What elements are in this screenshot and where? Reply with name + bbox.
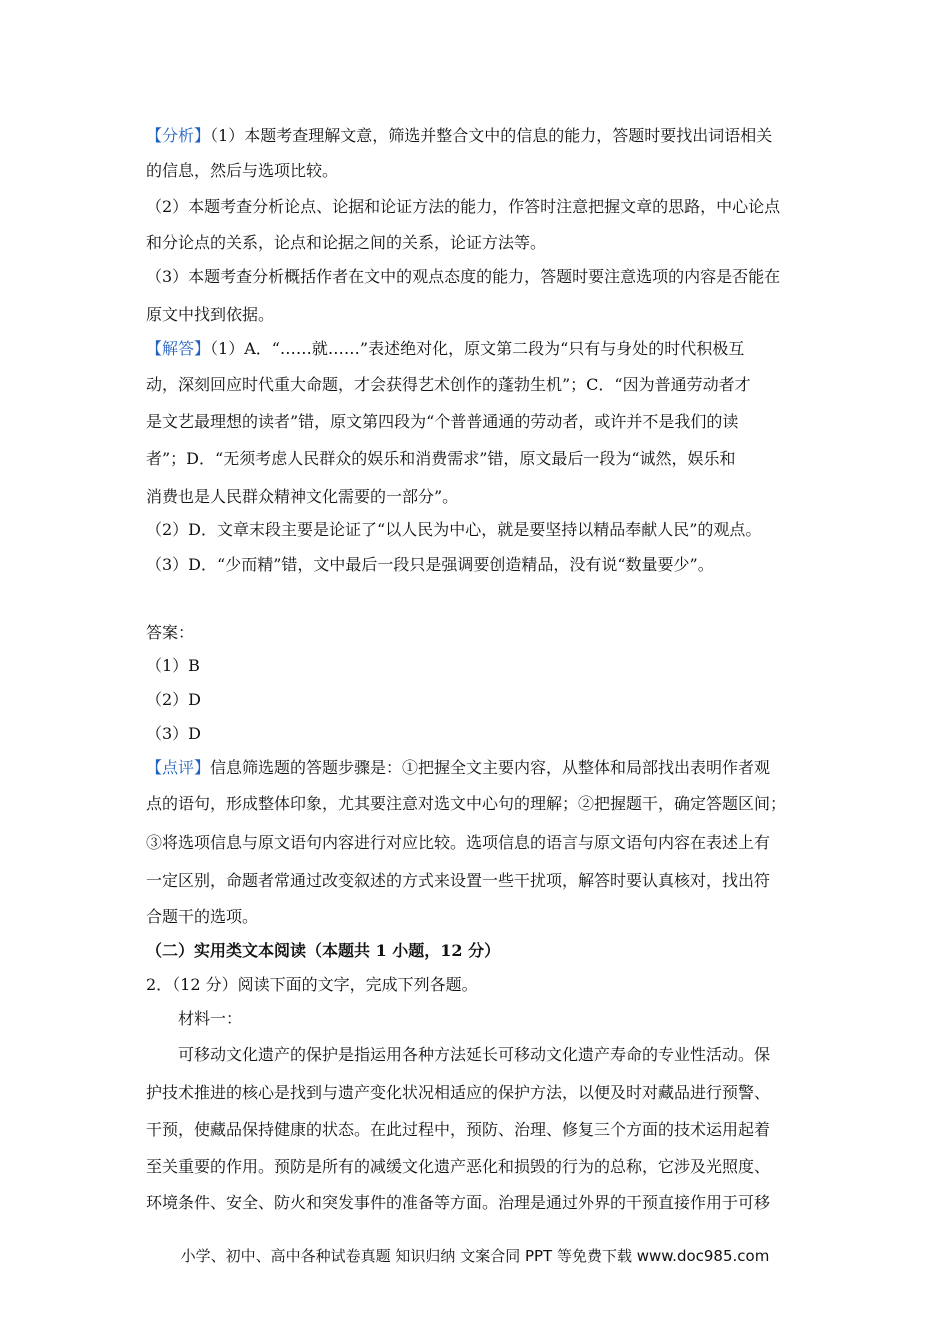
answer-item-2: （2）D: [146, 690, 202, 709]
material-line-3: 干预，使藏品保持健康的状态。在此过程中，预防、治理、修复三个方面的技术运用起着: [146, 1120, 771, 1139]
material-line-1: 可移动文化遗产的保护是指运用各种方法延长可移动文化遗产寿命的专业性活动。保: [178, 1045, 771, 1064]
solution-line-4: 者”；D．“无须考虑人民群众的娱乐和消费需求”错，原文最后一段为“诚然，娱乐和: [146, 449, 736, 468]
answer-item-3: （3）D: [146, 724, 202, 743]
solution-line-2: 动，深刻回应时代重大命题，才会获得艺术创作的蓬勃生机”；C．“因为普通劳动者才: [146, 375, 751, 394]
answer-item-1: （1）B: [146, 656, 200, 675]
comment-line-4: 一定区别，命题者常通过改变叙述的方式来设置一些干扰项，解答时要认真核对，找出符: [146, 871, 771, 890]
page-footer: 小学、初中、高中各种试卷真题 知识归纳 文案合同 PPT 等免费下载 www.doc985.com: [180, 1247, 770, 1265]
comment-line-2: 点的语句，形成整体印象，尤其要注意对选文中心句的理解；②把握题干，确定答题区间；: [146, 794, 787, 813]
comment-line-5: 合题干的选项。: [146, 907, 259, 926]
analysis-line-1: 【分析】（1）本题考查理解文意，筛选并整合文中的信息的能力，答题时要找出词语相关: [146, 126, 773, 145]
solution-line-1: 【解答】（1）A．“……就……”表述绝对化，原文第二段为“只有与身处的时代积极互: [146, 339, 745, 358]
question-line: 2．（12 分）阅读下面的文字，完成下列各题。: [146, 975, 478, 994]
analysis-line-4: 和分论点的关系，论点和论据之间的关系，论证方法等。: [146, 233, 547, 252]
analysis-line-6: 原文中找到依据。: [146, 305, 275, 324]
comment-line-3: ③将选项信息与原文语句内容进行对应比较。选项信息的语言与原文语句内容在表述上有: [146, 833, 771, 852]
solution-line-6: （2）D．文章末段主要是论证了“以人民为中心，就是要坚持以精品奉献人民”的观点。: [146, 520, 762, 539]
solution-line-3: 是文艺最理想的读者”错，原文第四段为“个普普通通的劳动者，或许并不是我们的读: [146, 412, 739, 431]
analysis-tag: 【分析】: [146, 126, 211, 145]
analysis-line-5: （3）本题考查分析概括作者在文中的观点态度的能力，答题时要注意选项的内容是否能在: [146, 267, 781, 286]
analysis-line-3: （2）本题考查分析论点、论据和论证方法的能力，作答时注意把握文章的思路，中心论点: [146, 197, 781, 216]
analysis-line-2: 的信息，然后与选项比较。: [146, 161, 339, 180]
answers-label: 答案：: [146, 623, 195, 642]
material-line-2: 护技术推进的核心是找到与遗产变化状况相适应的保护方法，以便及时对藏品进行预警、: [146, 1083, 771, 1102]
solution-line-7: （3）D．“少而精”错，文中最后一段只是强调要创造精品，没有说“数量要少”。: [146, 555, 714, 574]
material-label: 材料一：: [178, 1009, 243, 1028]
material-line-4: 至关重要的作用。预防是所有的减缓文化遗产恶化和损毁的行为的总称，它涉及光照度、: [146, 1157, 771, 1176]
comment-line-1: 【点评】信息筛选题的答题步骤是：①把握全文主要内容，从整体和局部找出表明作者观: [146, 758, 771, 777]
solution-tag: 【解答】: [146, 339, 211, 358]
section-heading: （二）实用类文本阅读（本题共 1 小题，12 分）: [146, 941, 501, 960]
solution-line-5: 消费也是人民群众精神文化需要的一部分”。: [146, 487, 459, 506]
material-line-5: 环境条件、安全、防火和突发事件的准备等方面。治理是通过外界的干预直接作用于可移: [146, 1193, 771, 1212]
comment-tag: 【点评】: [146, 758, 211, 777]
